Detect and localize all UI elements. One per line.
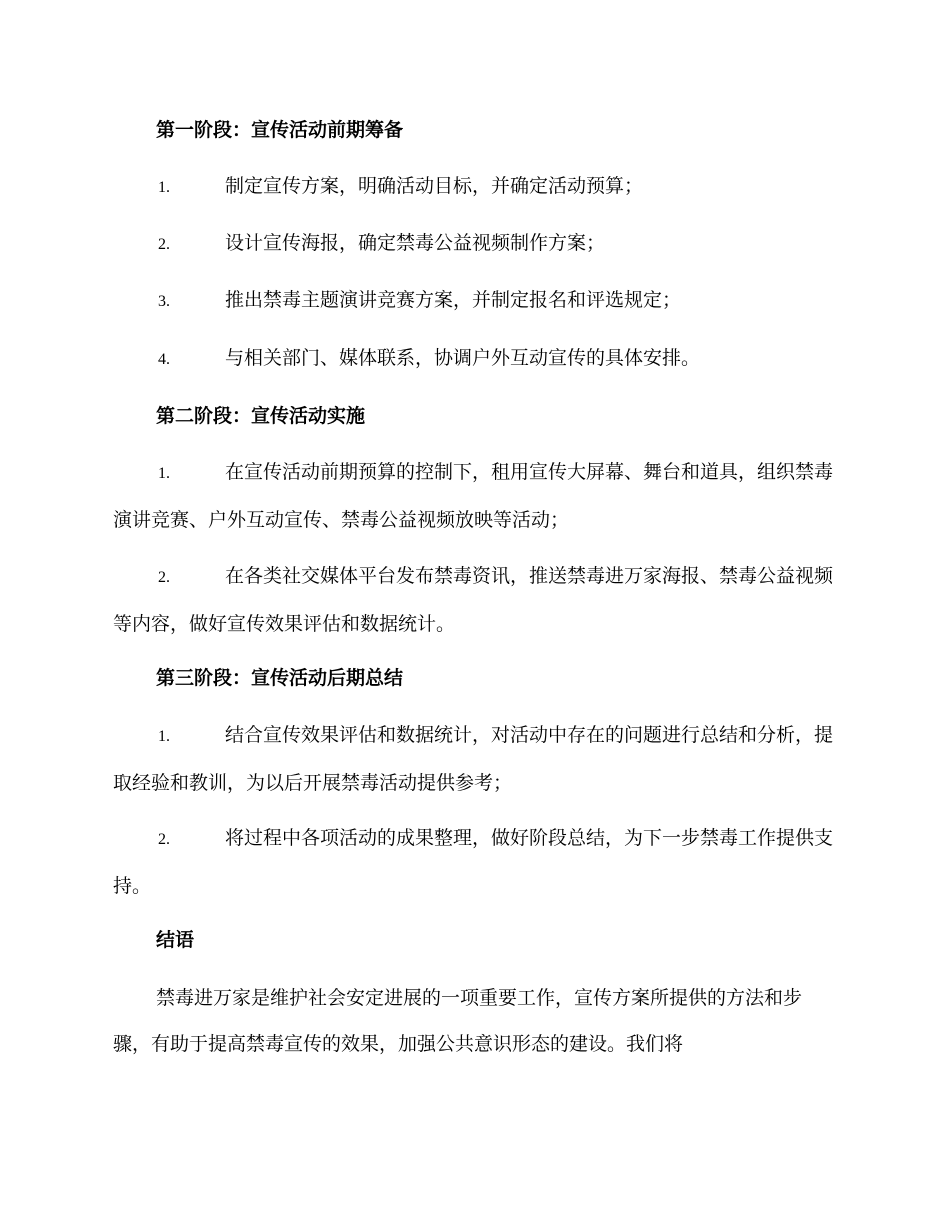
list-item-number: 4. xyxy=(158,351,170,368)
list-item xyxy=(113,815,835,909)
list-item-text: 在各类社交媒体平台发布禁毒资讯，推送禁毒进万家海报、禁毒公益视频等内容，做好宣传效果评估和数据统计。 xyxy=(113,565,834,635)
list-item xyxy=(113,163,835,211)
list-item-text: 推出禁毒主题演讲竞赛方案，并制定报名和评选规定； xyxy=(225,289,682,311)
section-heading-2: 第二阶段：宣传活动实施 xyxy=(156,405,366,427)
list-item xyxy=(113,220,835,268)
list-item-text: 在宣传活动前期预算的控制下，租用宣传大屏幕、舞台和道具，组织禁毒演讲竞赛、户外互动宣传、禁毒公益视频放映等活动； xyxy=(113,461,834,531)
section-heading-3: 第三阶段：宣传活动后期总结 xyxy=(156,667,404,689)
list-item-text: 将过程中各项活动的成果整理，做好阶段总结，为下一步禁毒工作提供支持。 xyxy=(113,827,834,897)
list-item-number: 2. xyxy=(158,831,170,848)
list-item-text: 结合宣传效果评估和数据统计，对活动中存在的问题进行总结和分析，提取经验和教训，为以后开展禁毒活动提供参考； xyxy=(113,724,834,794)
list-item-number: 2. xyxy=(158,236,170,253)
list-item xyxy=(113,277,835,325)
list-item-text: 与相关部门、媒体联系，协调户外互动宣传的具体安排。 xyxy=(225,347,701,369)
section-heading-1: 第一阶段：宣传活动前期筹备 xyxy=(156,119,404,141)
list-item-text: 制定宣传方案，明确活动目标，并确定活动预算； xyxy=(225,175,644,197)
conclusion-paragraph: 禁毒进万家是维护社会安定进展的一项重要工作，宣传方案所提供的方法和步骤，有助于提高禁毒宣传的效果，加强公共意识形态的建设。我们将 xyxy=(113,987,803,1055)
list-item xyxy=(113,712,835,806)
list-item xyxy=(113,449,835,543)
list-item-number: 2. xyxy=(158,569,170,586)
list-item-number: 1. xyxy=(158,728,170,745)
list-item-number: 1. xyxy=(158,465,170,482)
conclusion-heading: 结语 xyxy=(156,929,195,951)
list-item-number: 3. xyxy=(158,293,170,310)
list-item-number: 1. xyxy=(158,179,170,196)
list-item-text: 设计宣传海报，确定禁毒公益视频制作方案； xyxy=(225,232,606,254)
list-item xyxy=(113,553,835,647)
list-item xyxy=(113,335,835,383)
